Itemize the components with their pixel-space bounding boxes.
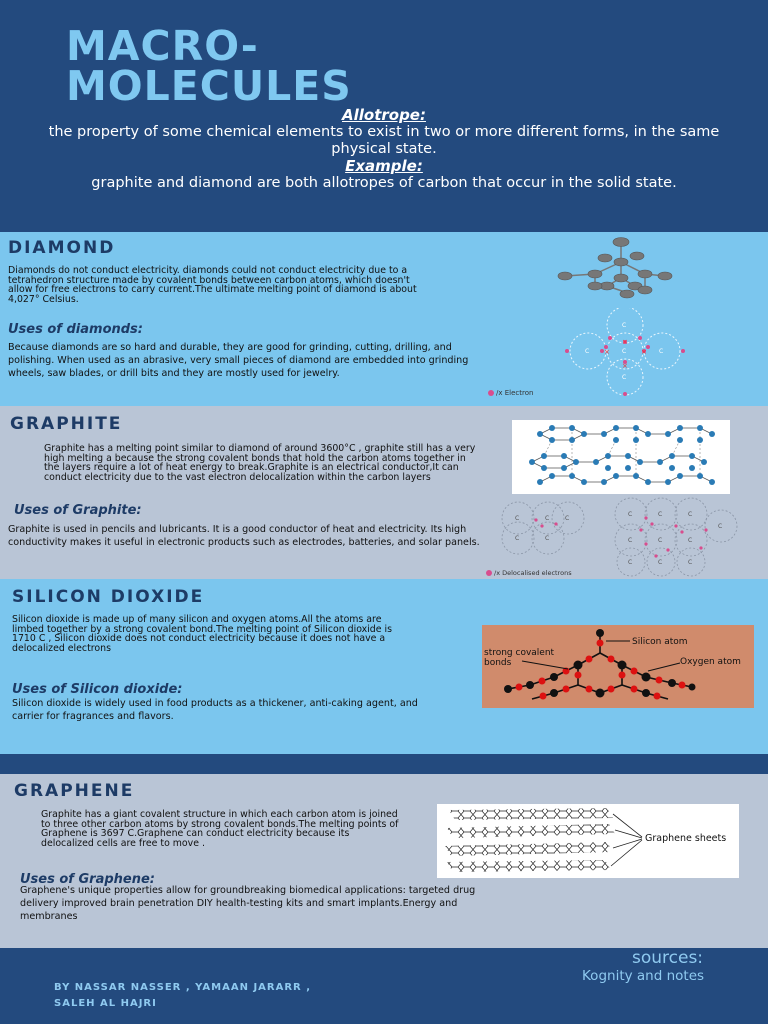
diamond-description: Diamonds do not conduct electricity. diamonds could not conduct electricity due to a tetrahedron structure made by covalent bonds between carbon atoms, which doesn't allow for free electrons to carry current.The ultimate melting point of diamond is about 4,027° Celsius. — [8, 265, 417, 305]
svg-text:C: C — [628, 559, 633, 566]
svg-text:C: C — [658, 559, 663, 566]
strong-covalent-label: strong covalent — [484, 648, 555, 658]
svg-text:C: C — [515, 535, 520, 542]
atom-label-c: C — [659, 348, 664, 355]
atom-label-c: C — [585, 348, 590, 355]
graphene-uses-text: Graphene's unique properties allow for groundbreaking biomedical applications: targeted drug delivery improved brain penetration DIY health-testing kits and smart implants.Energy and membranes — [20, 885, 476, 922]
svg-text:×: × — [622, 338, 628, 346]
graphite-diagram-legend: /x Delocalised electrons — [494, 569, 572, 577]
svg-text:C: C — [658, 537, 663, 544]
silicon-dioxide-uses-heading: Uses of Silicon dioxide: — [12, 682, 183, 697]
diamond-electron-diagram — [540, 308, 710, 400]
diamond-uses-text: Because diamonds are so hard and durable, they are good for grinding, cutting, drilling, and polishing. When used as an abrasive, very small pieces of diamond are embedded into grinding wheels, saw blades, or drill bits and they are mostly used for jewelry. — [8, 342, 469, 379]
sources-label: sources: — [632, 948, 704, 968]
graphene-sheets-label: Graphene sheets — [645, 833, 727, 844]
allotrope-label: Allotrope: — [342, 106, 426, 124]
svg-text:C: C — [515, 515, 520, 522]
title-line-2: MOLECULES — [66, 62, 352, 110]
authors-line-2: SALEH AL HAJRI — [54, 998, 157, 1009]
section-divider — [0, 754, 768, 774]
svg-text:C: C — [718, 523, 723, 530]
authors-credit — [54, 980, 311, 1012]
bonds-label: bonds — [484, 658, 512, 668]
silicon-atom-label: Silicon atom — [632, 637, 688, 647]
silicon-dioxide-heading: SILICON DIOXIDE — [12, 587, 205, 607]
graphene-description: Graphite has a giant covalent structure in which each carbon atom is joined to three other carbon atoms by strong covalent bonds.The melting points of Graphene is 3697 C.Graphene can conduct electricity because its delocalized cells are free to move . — [41, 809, 399, 849]
graphite-layers-image — [512, 420, 730, 494]
electron-dot-icon — [486, 388, 496, 398]
graphene-sheets-image — [437, 804, 739, 878]
diamond-lattice-image — [545, 234, 675, 302]
atom-label-c: C — [622, 322, 627, 329]
svg-text:×: × — [604, 348, 610, 356]
svg-text:×: × — [622, 362, 628, 370]
svg-text:C: C — [688, 559, 693, 566]
svg-text:C: C — [545, 535, 550, 542]
graphene-heading: GRAPHENE — [14, 781, 135, 801]
svg-text:C: C — [565, 515, 570, 522]
graphite-uses-heading: Uses of Graphite: — [14, 503, 142, 518]
graphene-uses-heading: Uses of Graphene: — [20, 872, 155, 887]
svg-text:×: × — [641, 348, 647, 356]
example-text: graphite and diamond are both allotropes of carbon that occur in the solid state. — [91, 175, 677, 191]
example-label: Example: — [345, 157, 423, 175]
graphite-heading: GRAPHITE — [10, 414, 123, 434]
silicon-dioxide-uses-text: Silicon dioxide is widely used in food products as a thickener, anti-caking agent, and carrier for fragrances and flavors. — [12, 698, 418, 722]
svg-text:C: C — [545, 515, 550, 522]
svg-text:C: C — [658, 511, 663, 518]
diamond-heading: DIAMOND — [8, 238, 116, 258]
svg-text:C: C — [688, 537, 693, 544]
diamond-diagram-legend: /x Electron — [496, 389, 534, 397]
sources-text: Kognity and notes — [582, 968, 705, 984]
silicon-dioxide-description: Silicon dioxide is made up of many silicon and oxygen atoms.All the atoms are limbed together by a strong covalent bond.The melting point of Silicon dioxide is 1710 C , Silicon dioxide does not conduct electricity because it does not have a delocalized electrons — [12, 614, 392, 654]
svg-text:C: C — [628, 511, 633, 518]
diamond-uses-heading: Uses of diamonds: — [8, 322, 143, 337]
svg-text:C: C — [688, 511, 693, 518]
authors-line-1: BY NASSAR NASSER , YAMAAN JARARR , — [54, 982, 312, 993]
graphite-electron-diagram — [496, 496, 746, 578]
graphite-description: Graphite has a melting point similar to diamond of around 3600°C , graphite still has a very high melting a because the strong covalent bonds that hold the carbon atoms together in the layers require a lot of heat energy to break.Graphite is an electrical conductor,It can conduct electricity due to the vast electron delocalization within the carbon layers — [44, 443, 476, 483]
title-line-1: MACRO- — [66, 22, 259, 70]
page-title — [66, 22, 352, 110]
electron-dot-icon — [484, 568, 494, 578]
atom-label-c: C — [622, 348, 627, 355]
oxygen-atom-label: Oxygen atom — [680, 657, 741, 667]
graphite-uses-text: Graphite is used in pencils and lubricants. It is a good conductor of heat and electricity. Its high conductivity makes it useful in electronic products such as electrodes, batteries, and solar panels. — [8, 524, 480, 548]
silicon-dioxide-structure-image — [482, 625, 754, 708]
allotrope-definition: the property of some chemical elements to exist in two or more different forms, in the same physical state. — [48, 124, 720, 157]
svg-text:C: C — [628, 537, 633, 544]
atom-label-c: C — [622, 374, 627, 381]
